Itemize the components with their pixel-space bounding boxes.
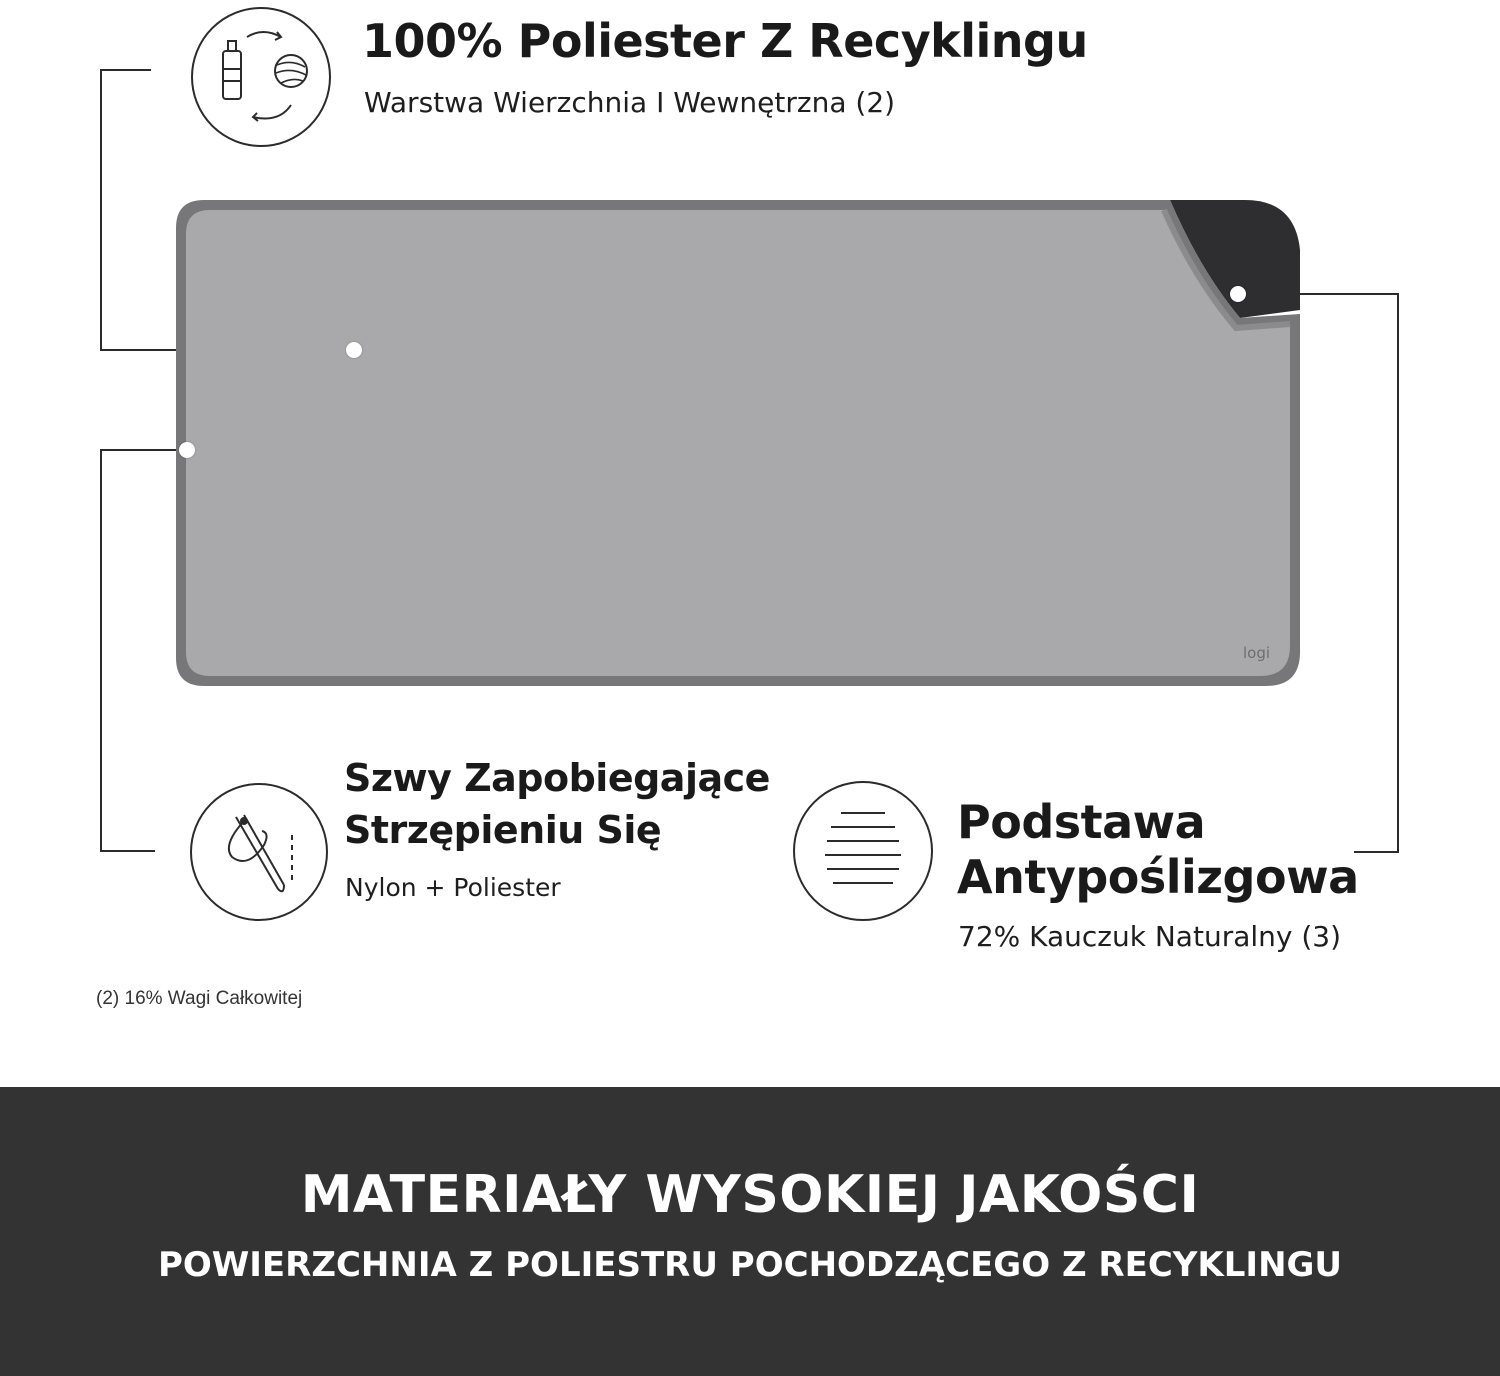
seams-title-line1: Szwy Zapobiegające [344, 756, 770, 800]
underside-marker-dot [1230, 286, 1246, 302]
recycled-subtitle: Warstwa Wierzchnia I Wewnętrzna (2) [364, 86, 896, 119]
connector-top-horizontal [100, 69, 151, 71]
needle-thread-icon [190, 783, 328, 921]
horizontal-lines-icon [793, 781, 933, 921]
edge-marker-dot [179, 442, 195, 458]
banner-subtitle: POWIERZCHNIA Z POLIESTRU POCHODZĄCEGO Z RECYKLINGU [157, 1245, 1343, 1285]
base-title-line1: Podstawa [957, 795, 1206, 849]
connector-bottom-horizontal-bottom [100, 850, 155, 852]
surface-marker-dot [346, 342, 362, 358]
base-subtitle: 72% Kauczuk Naturalny (3) [958, 920, 1342, 953]
logi-logo: logi [1243, 644, 1271, 662]
connector-right-horizontal-bottom [1354, 851, 1399, 853]
seams-title-line2: Strzępieniu Się [344, 808, 662, 852]
bottom-banner [0, 1087, 1500, 1376]
desk-mat-image [170, 190, 1490, 710]
banner-title: MATERIAŁY WYSOKIEJ JAKOŚCI [300, 1165, 1200, 1225]
recycle-icon [191, 7, 331, 147]
recycled-title: 100% Poliester Z Recyklingu [362, 14, 1088, 68]
connector-bottom-vertical [100, 449, 102, 852]
connector-top-vertical [100, 69, 102, 351]
seams-subtitle: Nylon + Poliester [345, 873, 561, 902]
footnote: (2) 16% Wagi Całkowitej [96, 988, 303, 1009]
base-title-line2: Antypoślizgowa [957, 850, 1359, 904]
